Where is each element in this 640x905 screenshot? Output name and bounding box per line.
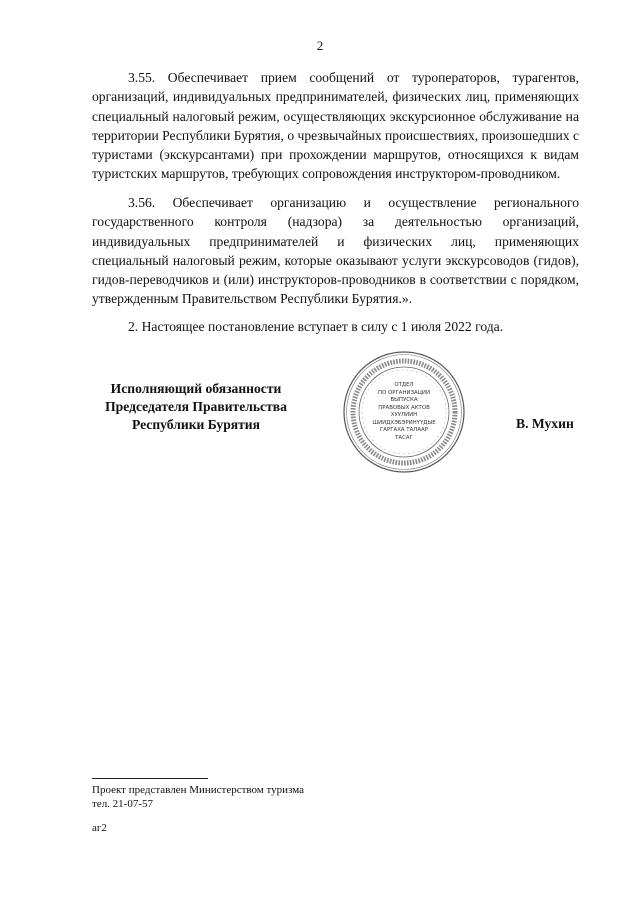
signer-title-line-3: Республики Бурятия [131, 417, 260, 432]
seal-line-7: ГАРГАХА ТАЛААР [380, 427, 428, 433]
document-code: аг2 [92, 822, 107, 834]
page-number: 2 [316, 38, 324, 53]
paragraph-2: 2. Настоящее постановление вступает в силу с 1 июля 2022 года. [128, 319, 504, 334]
seal-line-3: ВЫПУСКА [390, 397, 418, 403]
seal-inner-text [372, 382, 436, 442]
footnote-phone-line: тел. 21-07-57 [92, 798, 154, 810]
signer-title-line-2: Председателя Правительства [105, 399, 287, 414]
paragraph-3-56: 3.56. Обеспечивает организацию и осуществление регионального государственного контроля (надзора) за деятельностью организаций, индивидуальных предпринимателей и физических лиц, применяющих специальный налоговый режим, которые оказывают услуги экскурсоводов (гидов), гидов-переводчиков и (или) инструкторов-проводников в соответствии с порядком, утвержденным Правительством Республики Бурятия.». [92, 195, 579, 307]
seal-line-2: ПО ОРГАНИЗАЦИИ [378, 389, 430, 396]
seal-line-8: ТАСАГ [395, 434, 413, 441]
paragraph-3-55: 3.55. Обеспечивает прием сообщений от туроператоров, турагентов, организаций, индивидуальных предпринимателей, физических лиц, применяющих специальный налоговый режим, осуществляющих экскурсионное обслуживание на территории Республики Бурятия, о чрезвычайных происшествиях, произошедших с туристами (экскурсантами) при прохождении маршрутов, относящихся к видам туристских маршрутов, требующих сопровождения инструктором-проводником. [92, 70, 579, 182]
seal-line-1: ОТДЕЛ [394, 382, 414, 388]
footnote-divider [92, 778, 208, 779]
seal-line-5: ХУУЛИИН [390, 412, 418, 418]
signer-title-line-1: Исполняющий обязанности [110, 381, 282, 396]
signer-name: В. Мухин [516, 416, 574, 431]
footnote-project-line: Проект представлен Министерством туризма [92, 784, 305, 796]
seal-line-4: ПРАВОВЫХ АКТОВ [378, 404, 430, 411]
seal-line-6: ШИИДХЭБЭРИНҮҮДЫЕ [372, 419, 436, 426]
signer-title [80, 380, 312, 434]
